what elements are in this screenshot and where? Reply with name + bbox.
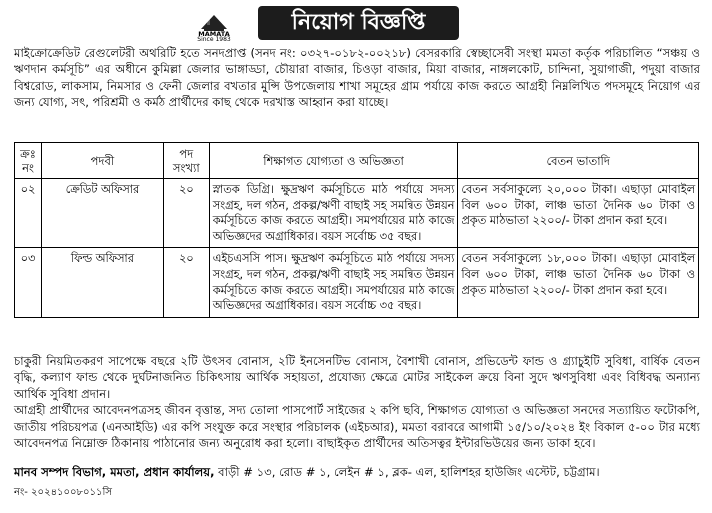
row-salary: বেতন সর্বসাকুল্যে ১৮,০০০ টাকা। এছাড়া মোবাইল বিল ৬০০ টাকা, লাঞ্চ ভাতা দৈনিক ৬০ টাকা ও প্রকৃত মাঠভাতা ২২০০/- টাকা প্রদান করা হবে। bbox=[458, 248, 699, 317]
application-paragraph: আগ্রহী প্রার্থীদের আবেদনপত্রসহ জীবন বৃত্তান্ত, সদ্য তোলা পাসপোর্ট সাইজের ২ কপি ছবি, শিক্ষাগত যোগ্যতা ও অভিজ্ঞতা সনদের সত্যায়িত ফটোকপি, জাতীয় পরিচয়পত্র (এনআইডি) এর কপি সংযুক্ত করে সংস্থার পরিচালক (এইচআর), মমতা বরাবরে আগামী ১৫/১০/২০২৪ ইং বিকাল ৫-০০ টার মধ্যে আবেদনপত্র নিম্নোক্ত ঠিকানায় পাঠানোর জন্য অনুরোধ করা হলো। বাছাইকৃত প্রার্থীদের অতিসত্বর ইন্টারভিউয়ের জন্য ডাকা হবে। bbox=[14, 403, 700, 451]
row-count: ২০ bbox=[163, 248, 209, 317]
intro-paragraph: মাইক্রোক্রেডিট রেগুলেটরী অথরিটি হতে সনদপ্রাপ্ত (সনদ নং: ০৩২৭-০১৮২-০০২১৮) বেসরকারি স্বেচ্ছাসেবী সংস্থা মমতা কর্তৃক পরিচালিত “সঞ্চয় ও ঋণদান কর্মসূচি” এর অধীনে কুমিল্লা জেলার ভাঙ্গাড্ডা, চৌয়ারা বাজার, চিওড়া বাজার, মিয়া বাজার, নাঙ্গলকোট, চান্দিনা, সুয়াগাজী, পদুয়া বাজার বিশ্বরোড, লাকসাম, নিমসার ও ফেনী জেলার বখতার মুন্সি উপজেলায় শাখা সমূহের গ্রাম পর্যায়ে কাজ করতে আগ্রহী নিম্নলিখিত পদসমূহে নিয়োগ এর জন্য যোগ্য, সৎ, পরিশ্রমী ও কর্মঠ প্রার্থীদের কাছ থেকে দরখাস্ত আহ্বান করা যাচ্ছে। bbox=[14, 46, 700, 110]
footer-text bbox=[14, 353, 700, 451]
row-post: ক্রেডিট অফিসার bbox=[41, 179, 163, 248]
row-qualification: স্নাতক ডিগ্রি। ক্ষুদ্রঋণ কর্মসূচিতে মাঠ পর্যায়ে সদস্য সংগ্রহ, দল গঠন, প্রকল্প/ঋণী বাছাই সহ সমন্বিত উন্নয়ন কর্মসূচিতে কাজ করতে আগ্রহী। সমপর্যায়ের মাঠ কাজে অভিজ্ঞদের অগ্রাধিকার। বয়স সর্বোচ্চ ৩৫ বছর। bbox=[209, 179, 458, 248]
header-salary: বেতন ভাতাদি bbox=[458, 143, 699, 179]
logo-tagline: Since 1983 bbox=[197, 36, 231, 43]
row-count: ২০ bbox=[163, 179, 209, 248]
jobs-table bbox=[14, 142, 699, 318]
row-salary: বেতন সর্বসাকুল্যে ২০,০০০ টাকা। এছাড়া মোবাইল বিল ৬০০ টাকা, লাঞ্চ ভাতা দৈনিক ৬০ টাকা ও প্রকৃত মাঠভাতা ২২০০/- টাকা প্রদান করা হবে। bbox=[458, 179, 699, 248]
logo-text bbox=[193, 31, 235, 43]
row-serial: ০৩ bbox=[15, 248, 42, 317]
table-row bbox=[15, 248, 699, 317]
table-header-row bbox=[15, 143, 699, 179]
address-detail: বাড়ী # ১৩, রোড # ১, লেইন # ১, ব্লক- এল, হালিশহর হাউজিং এস্টেট, চট্টগ্রাম। bbox=[214, 465, 600, 479]
logo-name: MAMATA bbox=[198, 30, 230, 38]
address-label: মানব সম্পদ বিভাগ, মমতা, প্রধান কার্যালয়, bbox=[14, 465, 215, 479]
header-count: পদ সংখ্যা bbox=[163, 143, 209, 179]
table-row bbox=[15, 179, 699, 248]
row-qualification: এইচএসসি পাস। ক্ষুদ্রঋণ কর্মসূচিতে মাঠ পর্যায়ে সদস্য সংগ্রহ, দল গঠন, প্রকল্প/ঋণী বাছাই সহ সমন্বিত উন্নয়ন কর্মসূচিতে কাজ করতে আগ্রহী। সমপর্যায়ের মাঠ কাজে অভিজ্ঞদের অগ্রাধিকার। বয়স সর্বোচ্চ ৩৫ বছর। bbox=[209, 248, 458, 317]
header-post: পদবী bbox=[41, 143, 163, 179]
row-post: ফিল্ড অফিসার bbox=[41, 248, 163, 317]
page-title: নিয়োগ বিজ্ঞপ্তি bbox=[258, 6, 459, 40]
row-serial: ০২ bbox=[15, 179, 42, 248]
header-qualification: শিক্ষাগত যোগ্যতা ও অভিজ্ঞতা bbox=[209, 143, 458, 179]
header-serial: ক্রঃ নং bbox=[15, 143, 42, 179]
reference-number: নং- ২০২৪১০০৮০১১সি bbox=[14, 487, 112, 498]
benefits-paragraph: চাকুরী নিয়মিতকরণ সাপেক্ষে বছরে ২টি উৎসব বোনাস, ২টি ইনসেনটিভ বোনাস, বৈশাখী বোনাস, প্রভিডেন্ট ফান্ড ও গ্র্যাচুইটি সুবিধা, বার্ষিক বেতন বৃদ্ধি, কল্যাণ ফান্ড থেকে দুর্ঘটনাজনিত চিকিৎসায় আর্থিক সহায়তা, প্রযোজ্য ক্ষেত্রে মোটর সাইকেল ক্রয়ে বিনা সুদে ঋণসুবিধা এবং বিধিবদ্ধ অন্যান্য আর্থিক সুবিধা প্রদান। bbox=[14, 354, 700, 401]
address-line bbox=[14, 464, 704, 480]
